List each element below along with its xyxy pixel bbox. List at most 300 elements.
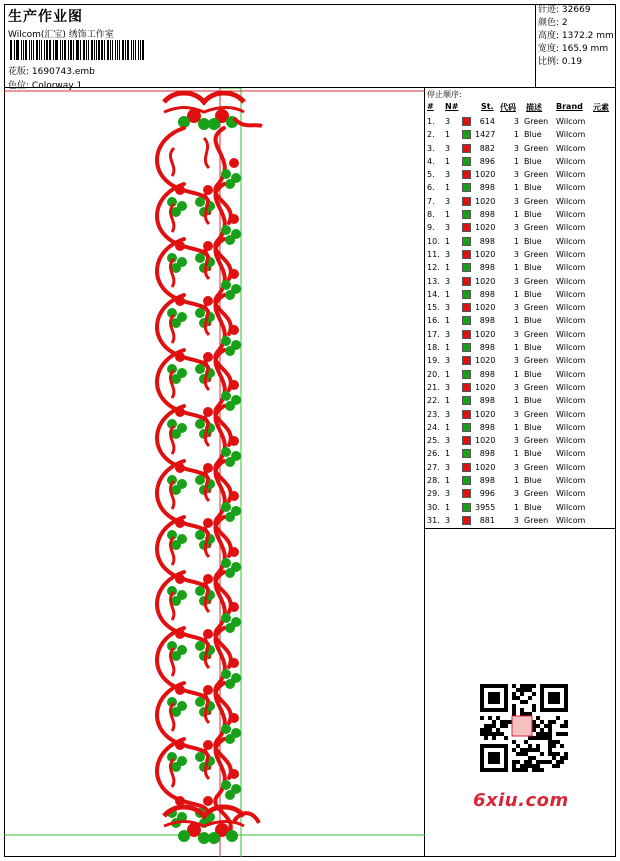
color-swatch — [462, 263, 471, 272]
row-n: 3 — [445, 117, 451, 126]
barcode-bar — [68, 40, 69, 60]
stat-stitches: 针迹: 32669 — [538, 5, 591, 15]
barcode-bar — [98, 40, 100, 60]
watermark-brand: 6xiu.com — [473, 790, 569, 811]
row-stitches: 898 — [479, 396, 495, 406]
row-n: 1 — [445, 210, 451, 220]
col-code: 代码 — [500, 103, 516, 112]
color-swatch — [462, 410, 471, 419]
row-code: 3 — [513, 223, 519, 233]
row-brand: Wilcom — [556, 343, 586, 353]
barcode-bar — [117, 40, 118, 60]
table-row — [425, 474, 616, 487]
row-desc: Blue — [524, 289, 542, 299]
row-desc: Green — [524, 143, 549, 153]
row-desc: Blue — [524, 130, 542, 140]
row-stitches: 898 — [479, 183, 495, 193]
row-brand: Wilcom — [556, 236, 586, 246]
row-code: 1 — [513, 183, 519, 193]
barcode-bar — [91, 40, 93, 60]
row-stitches: 1020 — [475, 329, 496, 339]
table-row — [425, 434, 616, 447]
design-file-label: 花版: — [8, 67, 30, 77]
table-row — [425, 221, 616, 234]
row-desc: Green — [524, 223, 549, 233]
row-code: 3 — [513, 489, 519, 499]
barcode-bar — [70, 40, 72, 60]
row-n: 3 — [445, 489, 451, 499]
row-stitches: 898 — [479, 476, 495, 486]
row-stitches: 1427 — [475, 130, 496, 140]
row-stitches: 1020 — [475, 303, 496, 313]
barcode-bar — [76, 40, 77, 60]
row-stitches: 898 — [479, 236, 495, 246]
row-num: 7. — [427, 196, 435, 206]
barcode-bar — [119, 40, 120, 60]
row-desc: Green — [524, 356, 549, 366]
row-n: 3 — [445, 329, 451, 339]
border-pattern — [157, 128, 241, 834]
row-desc: Green — [524, 117, 549, 126]
barcode-bar — [17, 40, 19, 60]
row-code: 1 — [513, 449, 519, 459]
row-stitches: 1020 — [475, 223, 496, 233]
row-desc: Blue — [524, 422, 542, 432]
row-num: 12. — [427, 263, 440, 273]
row-stitches: 1020 — [475, 196, 496, 206]
row-brand: Wilcom — [556, 329, 586, 339]
barcode-bar — [104, 40, 105, 60]
barcode-bar — [41, 40, 42, 60]
row-brand: Wilcom — [556, 183, 586, 193]
barcode-bar — [138, 40, 139, 60]
row-code: 3 — [513, 117, 519, 126]
col-n: N# — [445, 102, 459, 111]
row-num: 27. — [427, 462, 440, 472]
row-num: 19. — [427, 356, 440, 366]
table-row — [425, 368, 616, 381]
row-brand: Wilcom — [556, 502, 586, 512]
qr-code — [470, 680, 586, 776]
row-n: 1 — [445, 156, 451, 166]
row-code: 3 — [513, 515, 519, 525]
row-brand: Wilcom — [556, 422, 586, 432]
col-st: St. — [481, 102, 494, 111]
barcode-bar — [29, 40, 30, 60]
color-swatch — [462, 183, 471, 192]
top-bow-motif — [164, 93, 244, 130]
row-n: 1 — [445, 422, 451, 432]
colorway-value: Colorway 1 — [31, 81, 83, 91]
row-n: 3 — [445, 436, 451, 446]
row-n: 1 — [445, 449, 451, 459]
row-n: 1 — [445, 289, 451, 299]
table-row — [425, 181, 616, 194]
barcode-bar — [31, 40, 32, 60]
color-swatch — [462, 117, 471, 126]
row-stitches: 882 — [479, 143, 495, 153]
row-stitches: 881 — [479, 515, 495, 525]
barcode-bar — [140, 40, 141, 60]
color-swatch — [462, 436, 471, 445]
row-n: 1 — [445, 476, 451, 486]
row-stitches: 898 — [479, 343, 495, 353]
barcode-bar — [23, 40, 24, 60]
row-n: 1 — [445, 369, 451, 379]
color-swatch — [462, 343, 471, 352]
row-desc: Green — [524, 382, 549, 392]
row-code: 1 — [513, 210, 519, 220]
row-stitches: 1020 — [475, 356, 496, 366]
row-desc: Green — [524, 515, 549, 525]
row-code: 1 — [513, 130, 519, 140]
row-brand: Wilcom — [556, 289, 586, 299]
table-row — [425, 288, 616, 301]
row-brand: Wilcom — [556, 382, 586, 392]
row-brand: Wilcom — [556, 449, 586, 459]
barcode-bar — [86, 40, 87, 60]
col-num: # — [427, 102, 434, 111]
row-desc: Blue — [524, 316, 542, 326]
barcode-bar — [62, 40, 63, 60]
row-desc: Green — [524, 489, 549, 499]
barcode-bar — [112, 40, 113, 60]
stat-colors: 颜色: 2 — [538, 18, 568, 28]
row-code: 3 — [513, 436, 519, 446]
barcode-bar — [39, 40, 40, 60]
table-row — [425, 328, 616, 341]
design-file-value: 1690743.emb — [31, 67, 95, 77]
table-row — [425, 487, 616, 500]
row-brand: Wilcom — [556, 196, 586, 206]
row-stitches: 1020 — [475, 436, 496, 446]
barcode-bar — [60, 40, 61, 60]
row-brand: Wilcom — [556, 249, 586, 259]
table-row — [425, 195, 616, 208]
row-num: 17. — [427, 329, 440, 339]
company-name: Wilcom(汇宝) 绣饰工作室 — [8, 30, 114, 40]
row-code: 1 — [513, 236, 519, 246]
row-num: 30. — [427, 502, 440, 512]
row-brand: Wilcom — [556, 156, 586, 166]
color-swatch — [462, 330, 471, 339]
row-code: 3 — [513, 462, 519, 472]
row-brand: Wilcom — [556, 515, 586, 525]
row-brand: Wilcom — [556, 117, 586, 126]
row-code: 1 — [513, 156, 519, 166]
color-swatch — [462, 237, 471, 246]
row-num: 13. — [427, 276, 440, 286]
table-row — [425, 408, 616, 421]
stat-scale: 比例: 0.19 — [538, 57, 582, 67]
row-brand: Wilcom — [556, 170, 586, 180]
color-swatch — [462, 210, 471, 219]
stop-sequence-title: 停止顺序: — [427, 90, 462, 99]
barcode-bar — [77, 40, 79, 60]
row-stitches: 1020 — [475, 170, 496, 180]
barcode-bar — [21, 40, 22, 60]
row-stitches: 898 — [479, 289, 495, 299]
table-row — [425, 394, 616, 407]
barcode-bar — [127, 40, 130, 60]
barcode-bar — [131, 40, 132, 60]
row-stitches: 614 — [479, 117, 495, 126]
row-n: 3 — [445, 170, 451, 180]
color-swatch — [462, 277, 471, 286]
color-swatch — [462, 157, 471, 166]
color-swatch — [462, 516, 471, 525]
table-row — [425, 301, 616, 314]
row-n: 1 — [445, 183, 451, 193]
row-stitches: 3955 — [475, 502, 496, 512]
row-code: 3 — [513, 303, 519, 313]
color-swatch — [462, 170, 471, 179]
color-swatch — [462, 316, 471, 325]
barcode-bar — [33, 40, 35, 60]
row-stitches: 898 — [479, 369, 495, 379]
row-desc: Blue — [524, 210, 542, 220]
row-stitches: 898 — [479, 210, 495, 220]
row-code: 1 — [513, 502, 519, 512]
table-row — [425, 208, 616, 221]
row-n: 1 — [445, 130, 451, 140]
color-swatch — [462, 130, 471, 139]
table-row — [425, 341, 616, 354]
row-code: 3 — [513, 409, 519, 419]
table-row — [425, 168, 616, 181]
row-desc: Green — [524, 196, 549, 206]
row-stitches: 896 — [479, 156, 495, 166]
row-n: 3 — [445, 196, 451, 206]
color-swatch — [462, 303, 471, 312]
barcode-bar — [142, 40, 144, 60]
row-num: 1. — [427, 117, 435, 126]
row-num: 18. — [427, 343, 440, 353]
row-n: 3 — [445, 356, 451, 366]
barcode-bar — [36, 40, 38, 60]
color-swatch — [462, 383, 471, 392]
row-num: 10. — [427, 236, 440, 246]
row-brand: Wilcom — [556, 356, 586, 366]
row-code: 1 — [513, 369, 519, 379]
row-stitches: 1020 — [475, 409, 496, 419]
row-num: 31. — [427, 515, 440, 525]
row-n: 3 — [445, 515, 451, 525]
row-num: 21. — [427, 382, 440, 392]
row-code: 3 — [513, 170, 519, 180]
row-num: 4. — [427, 156, 435, 166]
col-brand: Brand — [556, 102, 583, 111]
row-brand: Wilcom — [556, 223, 586, 233]
design-file-line — [8, 64, 95, 77]
row-num: 23. — [427, 409, 440, 419]
table-row — [425, 421, 616, 434]
row-n: 3 — [445, 462, 451, 472]
color-swatch — [462, 356, 471, 365]
color-swatch — [462, 250, 471, 259]
row-num: 22. — [427, 396, 440, 406]
row-stitches: 1020 — [475, 462, 496, 472]
row-num: 8. — [427, 210, 435, 220]
row-num: 9. — [427, 223, 435, 233]
table-row — [425, 514, 616, 527]
row-desc: Blue — [524, 343, 542, 353]
color-swatch — [462, 423, 471, 432]
row-code: 1 — [513, 396, 519, 406]
color-swatch — [462, 223, 471, 232]
color-swatch — [462, 449, 471, 458]
row-n: 3 — [445, 382, 451, 392]
row-desc: Green — [524, 409, 549, 419]
row-brand: Wilcom — [556, 396, 586, 406]
row-code: 1 — [513, 316, 519, 326]
row-code: 3 — [513, 249, 519, 259]
row-brand: Wilcom — [556, 462, 586, 472]
row-num: 20. — [427, 369, 440, 379]
row-brand: Wilcom — [556, 476, 586, 486]
row-n: 3 — [445, 249, 451, 259]
table-row — [425, 314, 616, 327]
col-elem: 元素 — [593, 103, 609, 112]
stat-height: 高度: 1372.2 mm — [538, 31, 614, 41]
row-n: 3 — [445, 409, 451, 419]
barcode-bar — [25, 40, 28, 60]
header-panel — [4, 4, 536, 91]
table-row — [425, 142, 616, 155]
row-num: 5. — [427, 170, 435, 180]
color-swatch — [462, 476, 471, 485]
row-code: 3 — [513, 329, 519, 339]
table-row — [425, 261, 616, 274]
row-desc: Green — [524, 303, 549, 313]
row-num: 26. — [427, 449, 440, 459]
design-canvas — [4, 88, 425, 857]
row-desc: Blue — [524, 396, 542, 406]
barcode-bar — [73, 40, 74, 60]
row-brand: Wilcom — [556, 316, 586, 326]
row-desc: Blue — [524, 502, 542, 512]
row-brand: Wilcom — [556, 489, 586, 499]
row-code: 3 — [513, 276, 519, 286]
row-brand: Wilcom — [556, 263, 586, 273]
embroidery-design — [4, 88, 425, 857]
stop-sequence-header — [425, 102, 616, 114]
barcode-bar — [80, 40, 81, 60]
stats-panel — [536, 4, 616, 88]
row-num: 6. — [427, 183, 435, 193]
barcode-bar — [55, 40, 56, 60]
row-n: 1 — [445, 263, 451, 273]
row-code: 3 — [513, 356, 519, 366]
colorway-label: 色位: — [8, 81, 30, 91]
barcode-bar — [88, 40, 89, 60]
barcode-bar — [101, 40, 103, 60]
row-brand: Wilcom — [556, 276, 586, 286]
row-num: 29. — [427, 489, 440, 499]
row-code: 1 — [513, 476, 519, 486]
color-swatch — [462, 503, 471, 512]
table-row — [425, 381, 616, 394]
row-desc: Green — [524, 436, 549, 446]
table-row — [425, 275, 616, 288]
row-code: 3 — [513, 382, 519, 392]
color-swatch — [462, 290, 471, 299]
barcode-bar — [53, 40, 54, 60]
row-num: 2. — [427, 130, 435, 140]
barcode-bar — [16, 40, 17, 60]
row-desc: Blue — [524, 449, 542, 459]
row-num: 15. — [427, 303, 440, 313]
row-n: 1 — [445, 502, 451, 512]
row-n: 1 — [445, 316, 451, 326]
row-stitches: 898 — [479, 263, 495, 273]
row-desc: Blue — [524, 476, 542, 486]
barcode-bar — [125, 40, 126, 60]
row-brand: Wilcom — [556, 210, 586, 220]
barcode-bar — [96, 40, 97, 60]
row-stitches: 1020 — [475, 276, 496, 286]
row-desc: Blue — [524, 236, 542, 246]
color-swatch — [462, 144, 471, 153]
row-stitches: 1020 — [475, 249, 496, 259]
row-num: 24. — [427, 422, 440, 432]
stop-sequence-panel — [425, 88, 616, 529]
row-num: 28. — [427, 476, 440, 486]
barcode-bar — [107, 40, 110, 60]
row-brand: Wilcom — [556, 409, 586, 419]
row-stitches: 898 — [479, 449, 495, 459]
row-code: 3 — [513, 143, 519, 153]
color-swatch — [462, 370, 471, 379]
color-swatch — [462, 396, 471, 405]
stat-width: 宽度: 165.9 mm — [538, 44, 609, 54]
barcode-bar — [56, 40, 58, 60]
row-n: 1 — [445, 396, 451, 406]
row-n: 1 — [445, 236, 451, 246]
row-brand: Wilcom — [556, 303, 586, 313]
row-brand: Wilcom — [556, 143, 586, 153]
row-desc: Blue — [524, 156, 542, 166]
row-n: 1 — [445, 343, 451, 353]
row-desc: Green — [524, 462, 549, 472]
barcode-bar — [46, 40, 49, 60]
page-title: 生产作业图 — [8, 9, 83, 25]
row-desc: Green — [524, 276, 549, 286]
row-stitches: 898 — [479, 422, 495, 432]
barcode — [10, 40, 146, 60]
barcode-bar — [135, 40, 137, 60]
row-num: 3. — [427, 143, 435, 153]
table-row — [425, 354, 616, 367]
row-brand: Wilcom — [556, 130, 586, 140]
table-row — [425, 501, 616, 514]
barcode-bar — [44, 40, 45, 60]
row-desc: Green — [524, 249, 549, 259]
row-code: 1 — [513, 343, 519, 353]
qr-logo — [512, 716, 532, 736]
row-stitches: 996 — [479, 489, 495, 499]
table-row — [425, 155, 616, 168]
row-brand: Wilcom — [556, 436, 586, 446]
table-row — [425, 461, 616, 474]
row-code: 1 — [513, 289, 519, 299]
barcode-bar — [122, 40, 124, 60]
row-desc: Green — [524, 329, 549, 339]
row-num: 14. — [427, 289, 440, 299]
row-num: 16. — [427, 316, 440, 326]
row-num: 11. — [427, 249, 440, 259]
row-code: 3 — [513, 196, 519, 206]
